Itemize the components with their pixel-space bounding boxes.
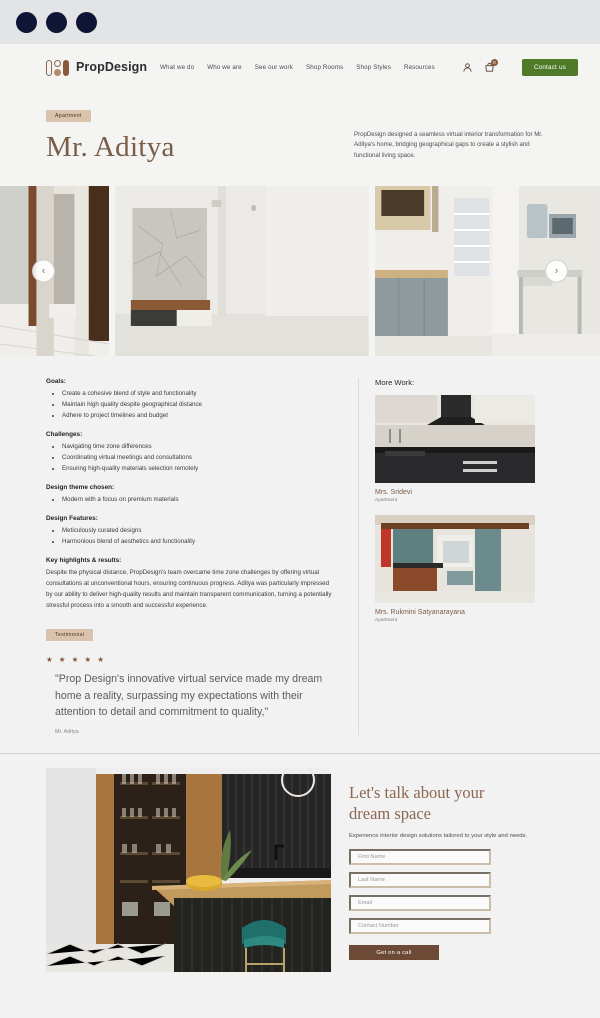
cta-form-column [331, 768, 564, 971]
work-category: Apartment [375, 498, 398, 503]
design-theme-list [62, 494, 336, 505]
cart-count-badge: 0 [491, 59, 498, 66]
cta-subtitle: Experience interior design solutions tailored to your style and needs. [349, 832, 528, 839]
nav-item-see-our-work[interactable]: See our work [254, 63, 293, 71]
section-heading-key-highlights: Key highlights & results: [46, 557, 122, 565]
get-on-a-call-button[interactable]: Get on a call [349, 945, 439, 960]
section-heading-design-features: Design Features: [46, 515, 98, 523]
list-item: • Harmonious blend of aesthetics and functionality [62, 536, 336, 547]
list-item: • Modern with a focus on premium materials [62, 494, 336, 505]
carousel-prev-button[interactable]: ‹ [32, 260, 55, 283]
key-highlights-body: Despite the physical distance, PropDesign's team overcame time zone challenges by offering virtual consultations at unconventional hours, ensuring continuous progress. Aditya was particularly impressed by our ability to deliver high-quality results and maintain transparent communication, turning a potentially stressful process into a smooth and successful experience. [46, 569, 332, 610]
section-heading-goals: Goals: [46, 378, 66, 385]
list-item: • Ensuring high-quality materials selection remotely [62, 463, 336, 474]
more-work-title: More Work: [375, 378, 415, 387]
site-header [0, 44, 600, 90]
propdesign-logo-icon [46, 59, 69, 76]
testimonial-author: Mr. Aditya [55, 728, 79, 735]
list-item: • Coordinating virtual meetings and consultations [62, 452, 336, 463]
shopping-bag-icon[interactable] [484, 59, 496, 73]
work-card[interactable] [375, 395, 560, 503]
nav-item-shop-rooms[interactable]: Shop Rooms [306, 63, 344, 71]
cta-section [0, 753, 600, 971]
window-dot-close[interactable] [16, 12, 37, 33]
email-input[interactable] [349, 895, 491, 911]
work-category: Apartment [375, 618, 398, 623]
list-item: • Navigating time zone differences [62, 441, 336, 452]
section-heading-challenges: Challenges: [46, 431, 83, 439]
project-image-carousel [0, 186, 600, 356]
list-item: • Adhere to project timelines and budget [62, 410, 336, 421]
nav-item-shop-styles[interactable]: Shop Styles [356, 63, 391, 71]
more-work-column [375, 378, 560, 735]
brand-name: PropDesign [76, 60, 148, 74]
nav-item-resources[interactable]: Resources [403, 63, 435, 71]
brand-logo[interactable] [46, 59, 147, 76]
first-name-input[interactable] [349, 849, 491, 865]
challenges-list [62, 441, 336, 474]
cta-title-line-2: dream space [349, 803, 431, 823]
cta-image [46, 768, 331, 972]
main-navigation [160, 59, 578, 76]
page-title: Mr. Aditya [46, 131, 175, 163]
project-details-section [0, 356, 600, 753]
project-category-badge: Apartment [46, 110, 91, 122]
cta-title-line-1: Let's talk about your [349, 782, 485, 802]
section-heading-design-theme: Design theme chosen: [46, 484, 115, 492]
window-dot-maximize[interactable] [76, 12, 97, 33]
contact-number-input[interactable] [349, 918, 491, 934]
goals-list [62, 388, 336, 421]
list-item: • Create a cohesive blend of style and functionality [62, 388, 336, 399]
user-account-icon[interactable] [462, 62, 473, 73]
carousel-slide[interactable] [115, 186, 369, 356]
design-features-list [62, 525, 336, 547]
rating-stars: ★ ★ ★ ★ ★ [46, 655, 106, 665]
hero-description: PropDesign designed a seamless virtual interior transformation for Mr. Aditya's home, bridging geographical gaps to create a stylish and functional living space. [354, 131, 543, 159]
work-title: Mrs. Sridevi [375, 489, 412, 496]
testimonial-quote: "Prop Design's innovative virtual service made my dream home a reality, surpassing my expectations with their attention to detail and commitment to quality," [55, 673, 323, 718]
carousel-next-button[interactable]: › [545, 260, 568, 283]
work-thumbnail-rukmini[interactable] [375, 515, 535, 603]
nav-item-what-we-do[interactable]: What we do [160, 63, 195, 71]
hero-section [0, 90, 600, 186]
carousel-slide[interactable] [375, 186, 492, 356]
list-item: • Meticulously curated designs [62, 525, 336, 536]
contact-us-button[interactable]: Contact us [522, 59, 578, 76]
nav-item-who-we-are[interactable]: Who we are [207, 63, 242, 71]
window-dot-minimize[interactable] [46, 12, 67, 33]
list-item: • Maintain high quality despite geographical distance [62, 399, 336, 410]
column-divider [358, 378, 359, 735]
last-name-input[interactable] [349, 872, 491, 888]
work-card[interactable] [375, 515, 560, 623]
browser-title-bar [0, 0, 600, 44]
work-thumbnail-sridevi[interactable] [375, 395, 535, 483]
testimonial-badge: Testimonial [46, 629, 93, 641]
project-details-column [46, 378, 358, 735]
work-title: Mrs. Rukmini Satyanarayana [375, 609, 465, 616]
